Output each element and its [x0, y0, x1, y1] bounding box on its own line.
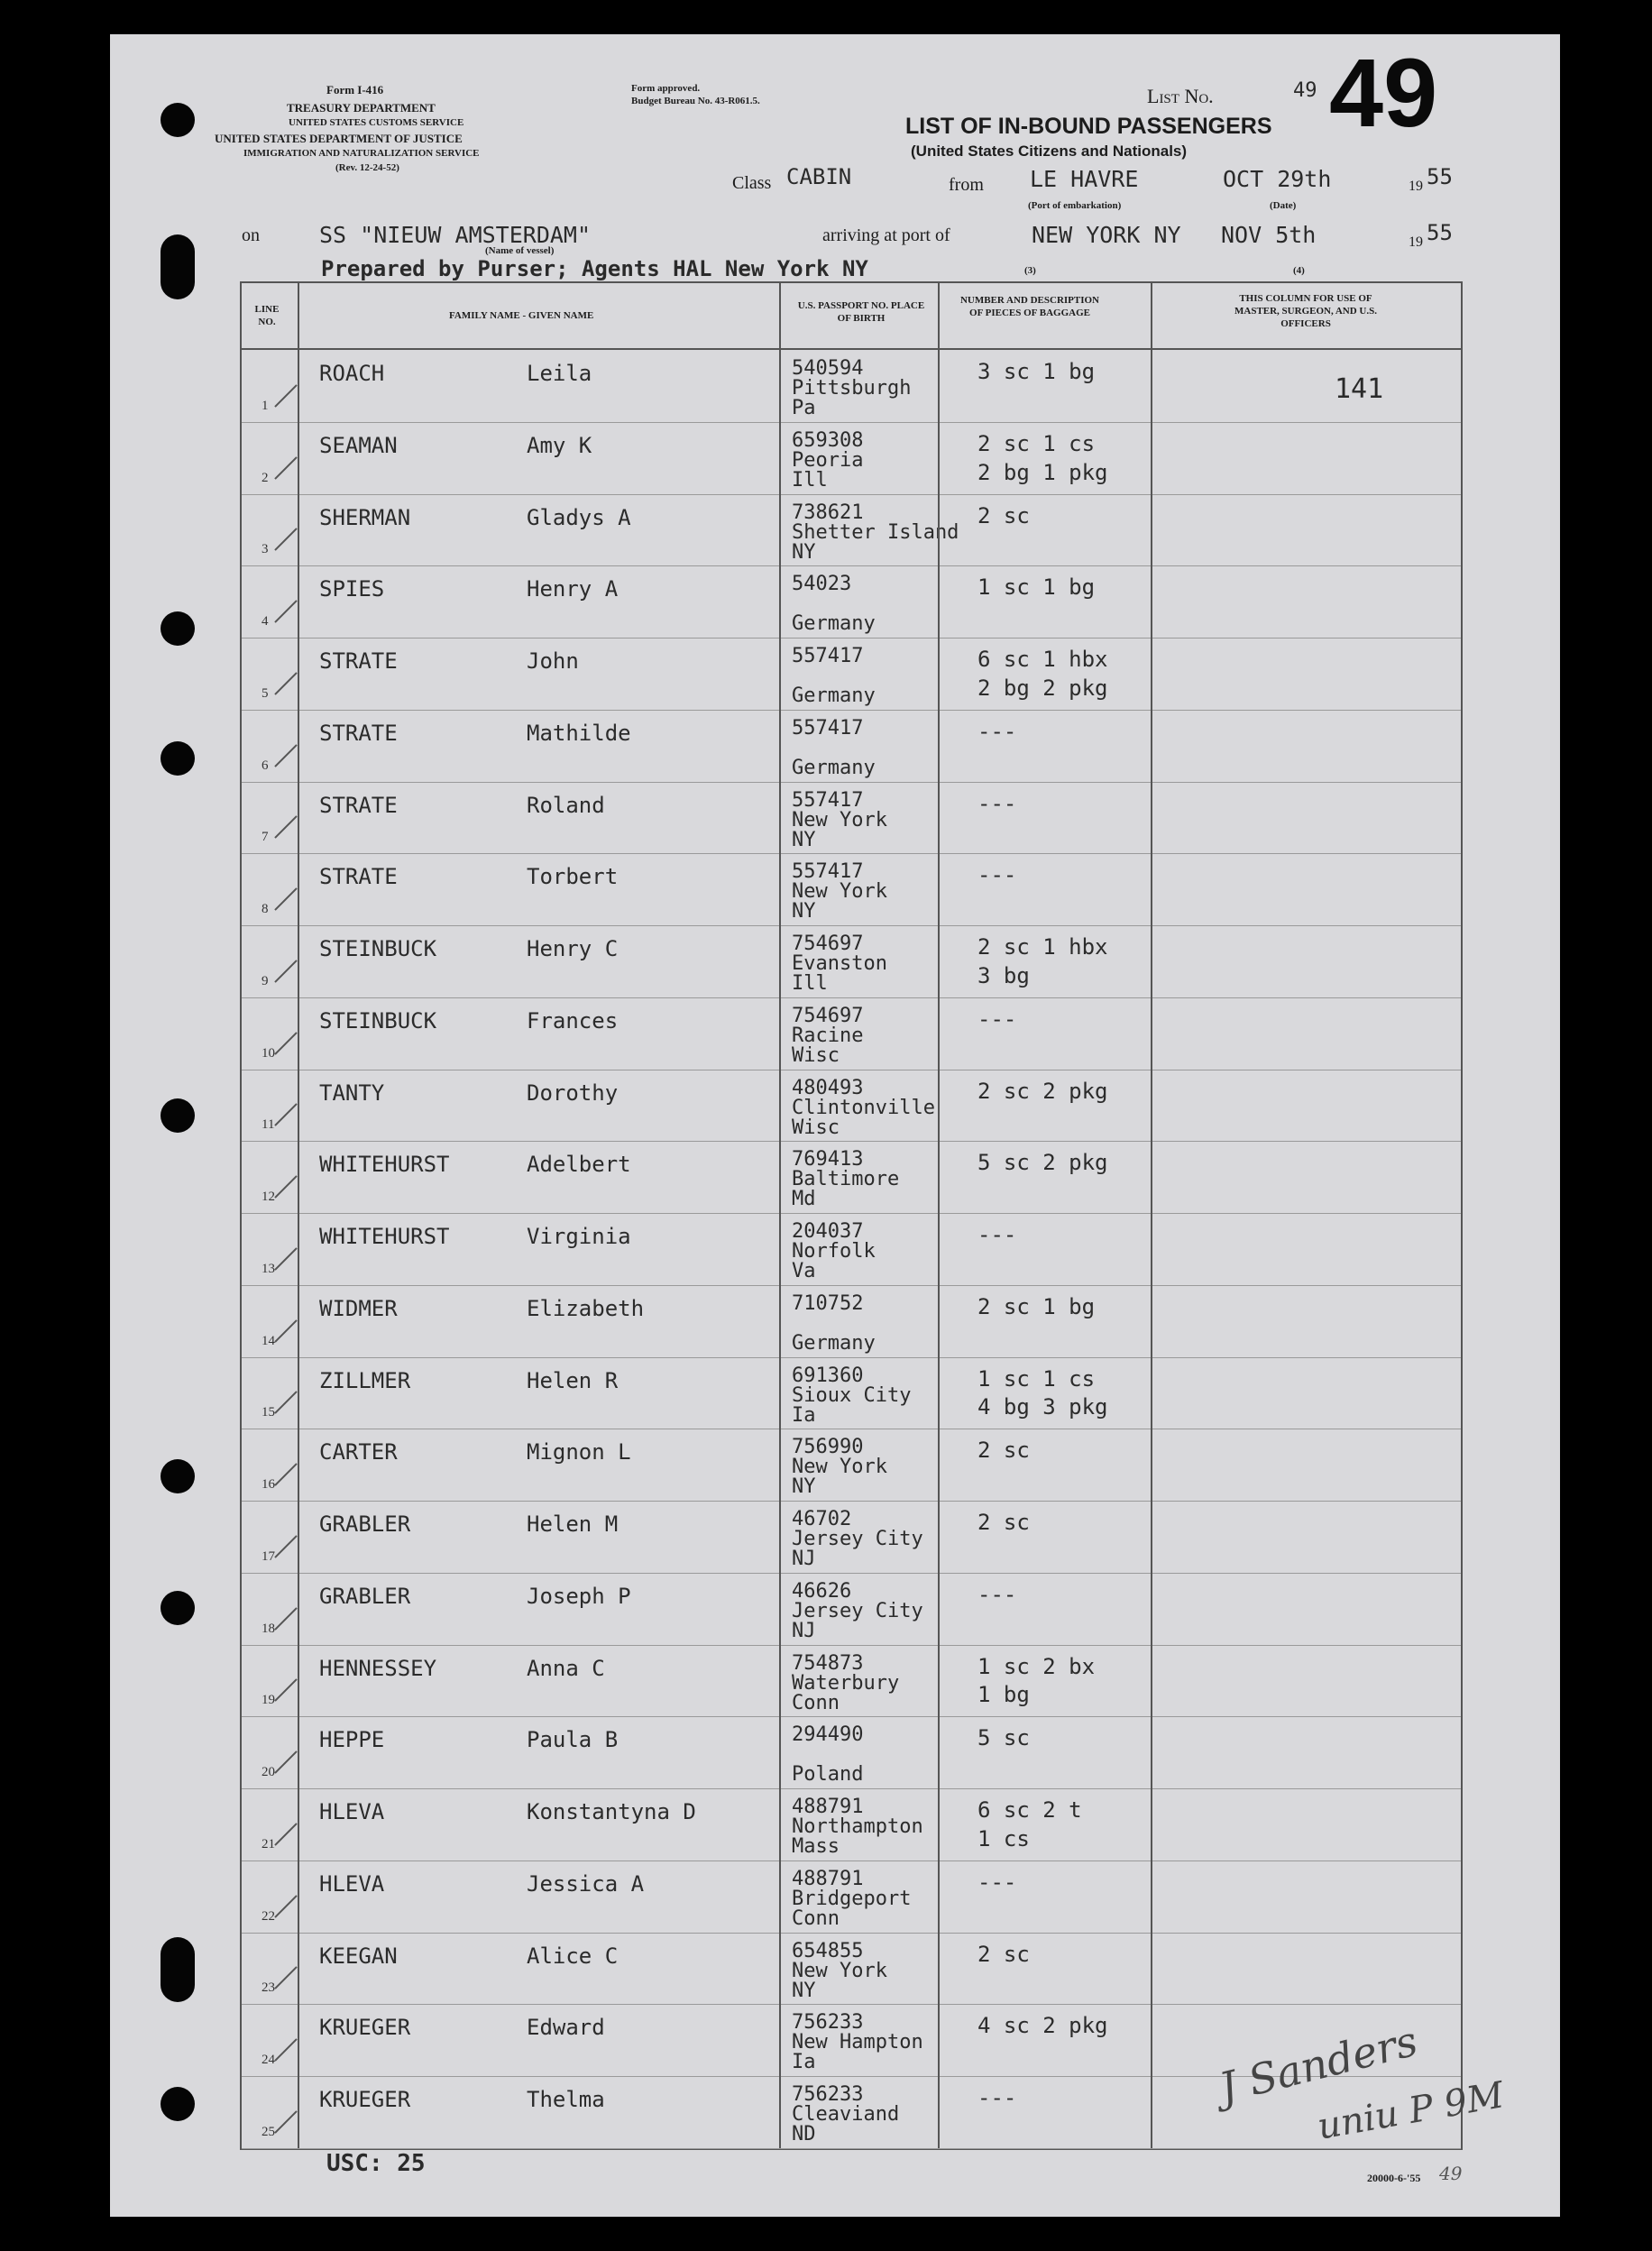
baggage: 5 sc 2 pkg [977, 1150, 1108, 1176]
tick-mark [274, 1535, 297, 1557]
passport-place-of-birth: 691360 Sioux City Ia [792, 1364, 912, 1427]
family-name: CARTER [319, 1439, 398, 1465]
baggage: 2 sc 1 bg [977, 1293, 1096, 1319]
baggage: --- [977, 790, 1017, 816]
tick-mark [274, 1319, 297, 1342]
line-number: 7 [262, 830, 269, 845]
baggage: 2 sc 1 hbx [977, 934, 1108, 960]
tick-mark [274, 1463, 297, 1485]
form-approved: Form approved. [631, 83, 701, 94]
column-divider [1151, 281, 1152, 2148]
family-name: WHITEHURST [319, 1224, 450, 1250]
punch-hole [161, 234, 195, 299]
passport-place-of-birth: 46702 Jersey City NJ [792, 1508, 923, 1571]
given-name: Gladys A [527, 504, 631, 530]
budget-bureau: Budget Bureau No. 43-R061.5. [631, 96, 760, 106]
family-name: WHITEHURST [319, 1152, 450, 1178]
year-prefix: 19 [1409, 179, 1423, 194]
baggage: --- [977, 1869, 1017, 1895]
table-row [242, 1788, 1461, 1861]
table-row [242, 350, 1461, 423]
line-number: 20 [262, 1765, 275, 1780]
class-value: CABIN [786, 164, 852, 189]
year-prefix: 19 [1409, 234, 1423, 250]
given-name: Mignon L [527, 1439, 631, 1465]
family-name: GRABLER [319, 1511, 411, 1538]
passport-place-of-birth: 769413 Baltimore Md [792, 1148, 900, 1211]
baggage: 2 sc 1 cs [977, 430, 1096, 456]
passport-place-of-birth: 557417 Germany [792, 716, 876, 779]
list-no-typed: 49 [1293, 79, 1317, 102]
table-row [242, 565, 1461, 639]
arriving-label: arriving at port of [822, 225, 950, 245]
given-name: Leila [527, 361, 592, 386]
passport-place-of-birth: 557417 New York NY [792, 860, 887, 923]
given-name: Henry C [527, 936, 619, 962]
baggage-extra: 1 cs [977, 1825, 1030, 1851]
line-number: 15 [262, 1405, 275, 1420]
embarkation-year: 55 [1427, 164, 1453, 189]
form-number: Form I-416 [326, 83, 384, 96]
punch-hole [161, 1591, 195, 1625]
family-name: SPIES [319, 576, 385, 602]
given-name: Amy K [527, 432, 592, 458]
table-row [242, 422, 1461, 495]
table-row [242, 782, 1461, 855]
given-name: Thelma [527, 2087, 605, 2113]
given-name: John [527, 648, 579, 675]
family-name: KRUEGER [319, 2015, 411, 2041]
given-name: Frances [527, 1007, 619, 1034]
baggage: 3 sc 1 bg [977, 359, 1096, 384]
passport-place-of-birth: 756233 New Hampton Ia [792, 2011, 923, 2074]
baggage-extra: 2 bg 2 pkg [977, 675, 1108, 701]
family-name: WIDMER [319, 1295, 398, 1321]
tick-mark [274, 1104, 297, 1126]
passport-place-of-birth: 710752 Germany [792, 1291, 876, 1355]
tick-mark [274, 2038, 297, 2061]
baggage-extra: 3 bg [977, 962, 1030, 988]
tick-mark [274, 1392, 297, 1414]
baggage: 2 sc [977, 502, 1030, 528]
table-row [242, 1573, 1461, 1646]
passport-place-of-birth: 659308 Peoria Ill [792, 428, 864, 492]
list-no-label: List No. [1147, 85, 1214, 107]
passport-place-of-birth: 540594 Pittsburgh Pa [792, 357, 912, 419]
passport-place-of-birth: 654855 New York NY [792, 1939, 887, 2002]
tick-mark [274, 1679, 297, 1702]
table-row [242, 997, 1461, 1070]
class-label: Class [732, 173, 772, 193]
given-name: Adelbert [527, 1152, 631, 1178]
family-name: SEAMAN [319, 432, 398, 458]
line-number: 13 [262, 1261, 275, 1276]
punch-hole [161, 1098, 195, 1133]
line-number: 11 [262, 1117, 275, 1133]
mark-4: (4) [1293, 265, 1305, 276]
line-number: 24 [262, 2053, 275, 2068]
embarkation-date: OCT 29th [1223, 166, 1332, 192]
list-no-stamp: 49 [1329, 38, 1438, 147]
print-code: 20000-6-'55 [1367, 2172, 1421, 2184]
family-name: ROACH [319, 361, 385, 386]
family-name: ZILLMER [319, 1367, 411, 1393]
arrival-year: 55 [1427, 220, 1453, 245]
given-name: Dorothy [527, 1080, 619, 1106]
family-name: HLEVA [319, 1870, 385, 1897]
given-name: Helen M [527, 1511, 619, 1538]
table-row [242, 1933, 1461, 2006]
passport-place-of-birth: 488791 Bridgeport Conn [792, 1867, 912, 1930]
baggage: --- [977, 2085, 1017, 2111]
family-name: HLEVA [319, 1799, 385, 1825]
tick-mark [274, 1895, 297, 1917]
line-number: 3 [262, 542, 269, 557]
line-number: 16 [262, 1477, 275, 1493]
passport-place-of-birth: 54023 Germany [792, 573, 876, 636]
line-number: 22 [262, 1908, 275, 1924]
signature-initials: uniu P 9M [1314, 2074, 1508, 2148]
passport-place-of-birth: 754697 Racine Wisc [792, 1004, 864, 1067]
table-row [242, 710, 1461, 783]
baggage: 5 sc [977, 1725, 1030, 1751]
tick-mark [274, 2110, 297, 2133]
col-name: FAMILY NAME - GIVEN NAME [449, 310, 594, 321]
given-name: Mathilde [527, 720, 631, 746]
family-name: TANTY [319, 1080, 385, 1106]
col-line-no: LINE NO. [254, 304, 280, 327]
table-row [242, 1429, 1461, 1502]
given-name: Joseph P [527, 1583, 631, 1609]
given-name: Alice C [527, 1943, 619, 1969]
family-name: GRABLER [319, 1583, 411, 1609]
baggage: --- [977, 718, 1017, 744]
port-embarkation-caption: (Port of embarkation) [1028, 200, 1122, 211]
baggage: 2 sc [977, 1510, 1030, 1536]
line-number: 9 [262, 973, 269, 988]
baggage: --- [977, 1006, 1017, 1032]
passport-place-of-birth: 204037 Norfolk Va [792, 1220, 876, 1283]
baggage: 6 sc 1 hbx [977, 647, 1108, 673]
column-divider [779, 281, 781, 2148]
table-row [242, 1285, 1461, 1358]
tick-mark [274, 600, 297, 622]
line-number: 14 [262, 1333, 275, 1348]
table-row [242, 853, 1461, 926]
mark-3: (3) [1024, 265, 1036, 276]
col-officers: THIS COLUMN FOR USE OF MASTER, SURGEON, AND U.S. OFFICERS [1234, 293, 1377, 329]
tick-mark [274, 672, 297, 694]
baggage: 1 sc 2 bx [977, 1653, 1096, 1679]
line-number: 8 [262, 902, 269, 917]
vessel-caption: (Name of vessel) [485, 245, 555, 256]
line-number: 1 [262, 398, 269, 413]
table-row [242, 1357, 1461, 1430]
table-row [242, 1645, 1461, 1718]
baggage: 6 sc 2 t [977, 1797, 1082, 1824]
tick-mark [274, 1247, 297, 1270]
line-number: 17 [262, 1548, 275, 1564]
from-label: from [949, 175, 984, 195]
tick-mark [274, 1967, 297, 1989]
given-name: Konstantyna D [527, 1799, 696, 1825]
line-number: 21 [262, 1836, 275, 1851]
tick-mark [274, 1607, 297, 1630]
immigration-service: IMMIGRATION AND NATURALIZATION SERVICE [243, 148, 480, 159]
prepared-by: Prepared by Purser; Agents HAL New York NY [321, 256, 868, 281]
table-row [242, 1141, 1461, 1214]
line-number: 6 [262, 758, 269, 773]
column-divider [298, 281, 299, 2148]
given-name: Henry A [527, 576, 619, 602]
given-name: Elizabeth [527, 1295, 645, 1321]
tick-mark [274, 816, 297, 839]
tick-mark [274, 1823, 297, 1845]
vessel-name: SS "NIEUW AMSTERDAM" [319, 222, 592, 248]
family-name: STRATE [319, 648, 398, 675]
passport-place-of-birth: 557417 New York NY [792, 788, 887, 851]
line-number: 19 [262, 1693, 275, 1708]
punch-hole [161, 611, 195, 646]
tick-mark [274, 456, 297, 479]
passport-place-of-birth: 756233 Cleaviand ND [792, 2083, 900, 2146]
on-label: on [242, 225, 260, 245]
line-number: 2 [262, 470, 269, 485]
justice-department: UNITED STATES DEPARTMENT OF JUSTICE [215, 132, 463, 145]
passport-place-of-birth: 557417 Germany [792, 645, 876, 708]
table-row [242, 1861, 1461, 1934]
line-number: 23 [262, 1980, 275, 1996]
line-number: 4 [262, 614, 269, 629]
treasury-department: TREASURY DEPARTMENT [287, 101, 436, 115]
line-number: 5 [262, 685, 269, 701]
col-passport: U.S. PASSPORT NO. PLACE OF BIRTH [797, 300, 925, 324]
punch-hole [161, 741, 195, 776]
signature: J Sanders [1214, 2016, 1423, 2113]
family-name: KEEGAN [319, 1943, 398, 1969]
table-row [242, 1501, 1461, 1574]
table-row [242, 494, 1461, 567]
family-name: HENNESSEY [319, 1655, 437, 1681]
port-of-arrival: NEW YORK NY [1032, 222, 1181, 248]
column-divider [938, 281, 940, 2148]
punch-hole [161, 1937, 195, 2002]
baggage: 2 sc 2 pkg [977, 1078, 1108, 1104]
punch-hole [161, 103, 195, 137]
baggage: 1 sc 1 bg [977, 574, 1096, 601]
table-row [242, 1070, 1461, 1143]
table-row [242, 638, 1461, 711]
baggage: 2 sc [977, 1941, 1030, 1967]
table-row [242, 925, 1461, 998]
given-name: Edward [527, 2015, 605, 2041]
baggage: --- [977, 1222, 1017, 1248]
given-name: Helen R [527, 1367, 619, 1393]
passport-place-of-birth: 756990 New York NY [792, 1436, 887, 1499]
table-row [242, 1213, 1461, 1286]
revision-date: (Rev. 12-24-52) [335, 162, 399, 173]
passenger-table [240, 348, 1463, 2150]
print-code-mark: 49 [1439, 2163, 1463, 2184]
passport-place-of-birth: 480493 Clintonville Wisc [792, 1076, 935, 1139]
date-caption: (Date) [1270, 200, 1297, 211]
line-number: 25 [262, 2124, 275, 2139]
given-name: Jessica A [527, 1870, 645, 1897]
form-title: LIST OF IN-BOUND PASSENGERS [905, 114, 1272, 139]
baggage: --- [977, 862, 1017, 888]
given-name: Torbert [527, 864, 619, 890]
tick-mark [274, 887, 297, 910]
tick-mark [274, 384, 297, 407]
tick-mark [274, 744, 297, 767]
baggage-extra: 2 bg 1 pkg [977, 459, 1108, 485]
baggage-extra: 1 bg [977, 1682, 1030, 1708]
punch-hole [161, 1459, 195, 1493]
passport-place-of-birth: 738621 Shetter Island NY [792, 501, 959, 564]
passport-place-of-birth: 294490 Poland [792, 1723, 864, 1787]
family-name: STEINBUCK [319, 936, 437, 962]
passport-place-of-birth: 488791 Northampton Mass [792, 1796, 923, 1859]
line-number: 12 [262, 1190, 275, 1205]
tick-mark [274, 1750, 297, 1773]
tick-mark [274, 1032, 297, 1054]
col-baggage: NUMBER AND DESCRIPTION OF PIECES OF BAGGAGE [959, 295, 1100, 318]
usc-count: USC: 25 [326, 2150, 426, 2177]
family-name: KRUEGER [319, 2087, 411, 2113]
officer-note: 141 [1335, 373, 1384, 405]
family-name: HEPPE [319, 1727, 385, 1753]
baggage-extra: 4 bg 3 pkg [977, 1394, 1108, 1420]
baggage: 1 sc 1 cs [977, 1365, 1096, 1392]
given-name: Virginia [527, 1224, 631, 1250]
passport-place-of-birth: 754873 Waterbury Conn [792, 1651, 900, 1714]
arrival-date: NOV 5th [1221, 222, 1317, 248]
family-name: STRATE [319, 864, 398, 890]
family-name: SHERMAN [319, 504, 411, 530]
given-name: Anna C [527, 1655, 605, 1681]
line-number: 18 [262, 1621, 275, 1636]
table-row [242, 1716, 1461, 1789]
passport-place-of-birth: 46626 Jersey City NJ [792, 1579, 923, 1642]
customs-service: UNITED STATES CUSTOMS SERVICE [289, 117, 464, 128]
family-name: STEINBUCK [319, 1007, 437, 1034]
given-name: Roland [527, 792, 605, 818]
column-header [240, 281, 1463, 350]
baggage: --- [977, 1581, 1017, 1607]
given-name: Paula B [527, 1727, 619, 1753]
baggage: 2 sc [977, 1438, 1030, 1464]
passport-place-of-birth: 754697 Evanston Ill [792, 933, 887, 996]
line-number: 10 [262, 1045, 275, 1061]
family-name: STRATE [319, 720, 398, 746]
port-of-embarkation: LE HAVRE [1030, 166, 1139, 192]
tick-mark [274, 1175, 297, 1198]
baggage: 4 sc 2 pkg [977, 2013, 1108, 2039]
punch-hole [161, 2087, 195, 2121]
tick-mark [274, 528, 297, 551]
family-name: STRATE [319, 792, 398, 818]
form-subtitle: (United States Citizens and Nationals) [911, 142, 1188, 160]
tick-mark [274, 960, 297, 982]
